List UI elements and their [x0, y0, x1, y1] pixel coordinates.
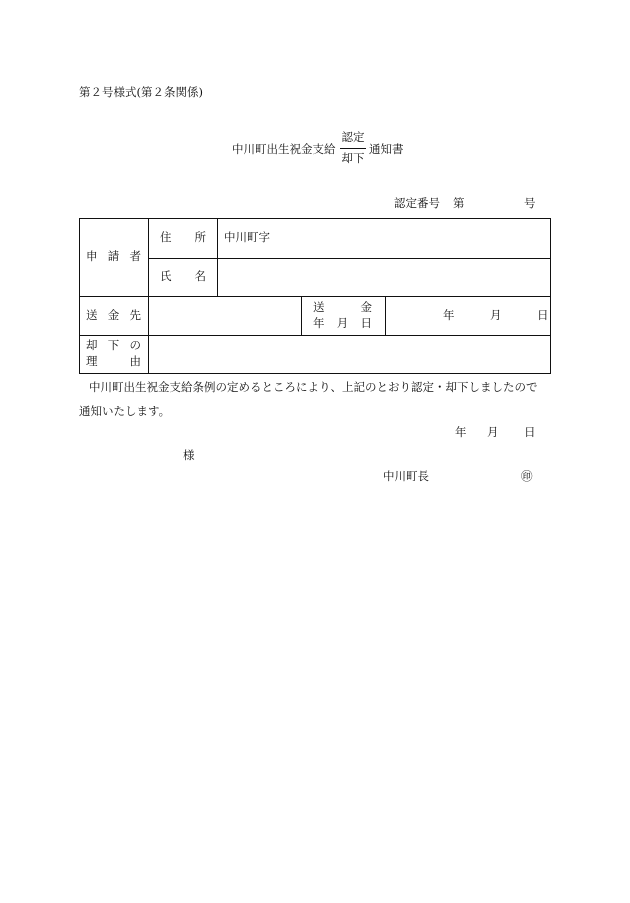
title-option-divider — [340, 148, 366, 149]
address-label-char: 所 — [194, 230, 206, 244]
remittance-label-char: 金 — [107, 308, 120, 322]
address-label — [160, 232, 206, 244]
certificate-number-label: 認定番号 — [394, 196, 440, 210]
notice-text-line1: 中川町出生祝金支給条例の定めるところにより、上記のとおり認定・却下しましたので — [89, 380, 538, 394]
table-rule-applicant-remittance — [79, 296, 551, 297]
name-label — [160, 271, 206, 283]
rejection-label-char: 下 — [107, 338, 120, 352]
table-rule-label-column — [148, 218, 149, 374]
name-field[interactable] — [224, 271, 534, 285]
remittance-label-char: 送 — [86, 308, 98, 322]
rejection-reason-label-bottom — [86, 356, 141, 368]
form-number-label: 第２号様式(第２条関係) — [79, 85, 203, 99]
table-border-left — [79, 218, 80, 374]
applicant-label-char: 者 — [129, 249, 141, 263]
name-label-char: 名 — [194, 269, 206, 283]
remit-date-label-char: 年 — [313, 316, 325, 330]
certificate-number-suffix: 号 — [524, 196, 536, 210]
title-option-approve: 認定 — [341, 130, 365, 144]
remit-date-label-char: 金 — [360, 300, 372, 314]
rejection-reason-field[interactable] — [155, 348, 535, 362]
remittance-date-label-top — [313, 302, 372, 314]
address-field[interactable]: 中川町字 — [224, 230, 270, 244]
remit-date-label-char: 月 — [336, 316, 349, 330]
remittance-field[interactable] — [155, 310, 295, 324]
applicant-label-char: 請 — [107, 249, 120, 263]
table-border-top — [79, 218, 551, 219]
rejection-label-char: 却 — [86, 338, 98, 352]
rejection-label-char: 由 — [129, 354, 141, 368]
remittance-label-char: 先 — [129, 308, 141, 322]
table-rule-remit-value — [301, 296, 302, 335]
table-rule-remittance-rejection — [79, 335, 551, 336]
table-rule-remit-date-label — [385, 296, 386, 335]
notice-date-day: 日 — [524, 425, 536, 439]
document-title-main: 中川町出生祝金支給 — [232, 142, 336, 156]
address-label-char: 住 — [160, 230, 172, 244]
rejection-label-char: 理 — [86, 354, 98, 368]
title-option-reject: 却下 — [341, 150, 365, 165]
remit-date-label-char: 送 — [313, 300, 325, 314]
remittance-date-month: 月 — [490, 308, 502, 322]
remittance-date-year: 年 — [443, 308, 455, 322]
document-title-suffix: 通知書 — [369, 142, 404, 156]
title-option-stack — [340, 132, 366, 164]
remit-date-label-char: 日 — [360, 316, 372, 330]
seal-mark: ㊞ — [521, 469, 533, 483]
remittance-date-label-bottom — [313, 318, 372, 330]
applicant-label — [86, 251, 141, 263]
name-label-char: 氏 — [160, 269, 172, 283]
rejection-reason-label-top — [86, 340, 141, 352]
table-rule-sublabel-column — [217, 218, 218, 296]
applicant-label-char: 申 — [86, 249, 98, 263]
remittance-date-day: 日 — [537, 308, 549, 322]
notice-text-line2: 通知いたします。 — [79, 404, 171, 418]
recipient-honorific: 様 — [183, 448, 195, 462]
notice-date-month: 月 — [487, 425, 499, 439]
notice-date-year: 年 — [455, 425, 467, 439]
remittance-label — [86, 310, 141, 322]
certificate-number-prefix: 第 — [453, 196, 465, 210]
rejection-label-char: の — [129, 338, 141, 352]
issuer-name: 中川町長 — [383, 469, 429, 483]
table-border-bottom — [79, 373, 551, 374]
table-border-right — [550, 218, 551, 374]
application-table — [79, 218, 551, 374]
table-rule-address-name — [148, 258, 551, 259]
